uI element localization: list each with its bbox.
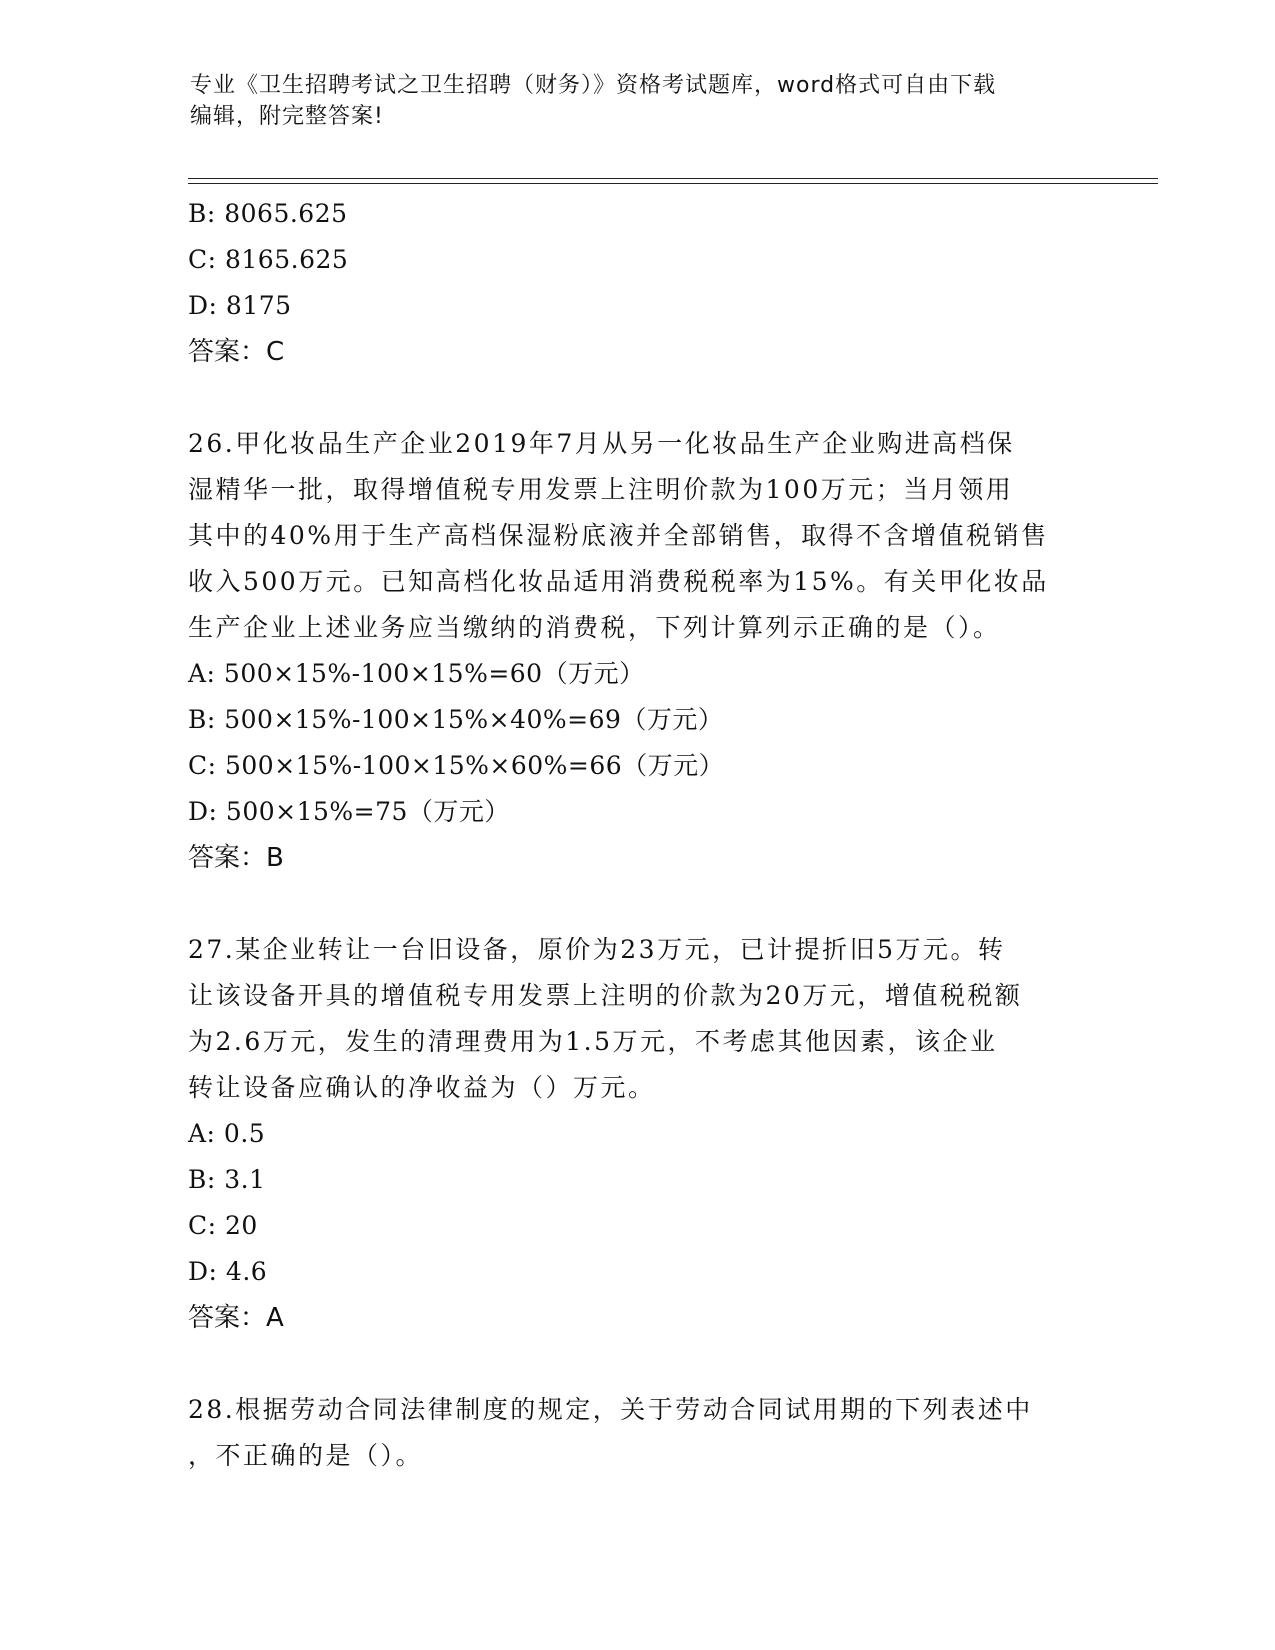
option-c: C: 20 [188,1211,258,1240]
option-c: C: 8165.625 [188,245,349,274]
question-text [188,1387,1088,1479]
question-27 [188,927,1088,1341]
header-line-1: 专业《卫生招聘考试之卫生招聘（财务）》资格考试题库，word格式可自由下载 [190,73,997,98]
question-line: 26.甲化妆品生产企业2019年7月从另一化妆品生产企业购进高档保 [188,429,1015,458]
option-c: C: 500×15%-100×15%×60%=66（万元） [188,751,725,780]
option-b: B: 3.1 [188,1165,266,1194]
question-text [188,927,1088,1111]
option-b: B: 8065.625 [188,199,348,228]
question-list [188,191,1088,1479]
question-line: 其中的40%用于生产高档保湿粉底液并全部销售，取得不含增值税销售 [188,521,1049,550]
question-line: 让该设备开具的增值税专用发票上注明的价款为20万元，增值税税额 [188,981,1023,1010]
option-d: D: 500×15%=75（万元） [188,797,510,826]
question-28 [188,1387,1088,1479]
header-divider-top [188,178,1158,179]
answer-label: 答案：B [188,843,284,873]
header-divider-bottom [188,183,1158,184]
document-header [190,70,1090,132]
question-line: ，不正确的是（）。 [188,1441,424,1470]
question-line: 28.根据劳动合同法律制度的规定，关于劳动合同试用期的下列表述中 [188,1395,1033,1424]
option-d: D: 8175 [188,291,292,320]
question-text [188,421,1088,651]
question-25-continuation [188,191,1088,375]
question-line: 生产企业上述业务应当缴纳的消费税，下列计算列示正确的是（）。 [188,613,1001,642]
question-line: 湿精华一批，取得增值税专用发票上注明价款为100万元；当月领用 [188,475,1014,504]
header-line-2: 编辑，附完整答案! [190,104,384,129]
question-line: 收入500万元。已知高档化妆品适用消费税税率为15%。有关甲化妆品 [188,567,1049,596]
question-26 [188,421,1088,881]
option-a: A: 0.5 [188,1119,266,1148]
option-b: B: 500×15%-100×15%×40%=69（万元） [188,705,724,734]
question-line: 转让设备应确认的净收益为（）万元。 [188,1073,656,1102]
option-d: D: 4.6 [188,1257,268,1286]
option-a: A: 500×15%-100×15%=60（万元） [188,659,645,688]
answer-label: 答案：A [188,1303,284,1333]
question-line: 为2.6万元，发生的清理费用为1.5万元，不考虑其他因素，该企业 [188,1027,998,1056]
answer-label: 答案：C [188,337,285,367]
question-line: 27.某企业转让一台旧设备，原价为23万元，已计提折旧5万元。转 [188,935,1006,964]
